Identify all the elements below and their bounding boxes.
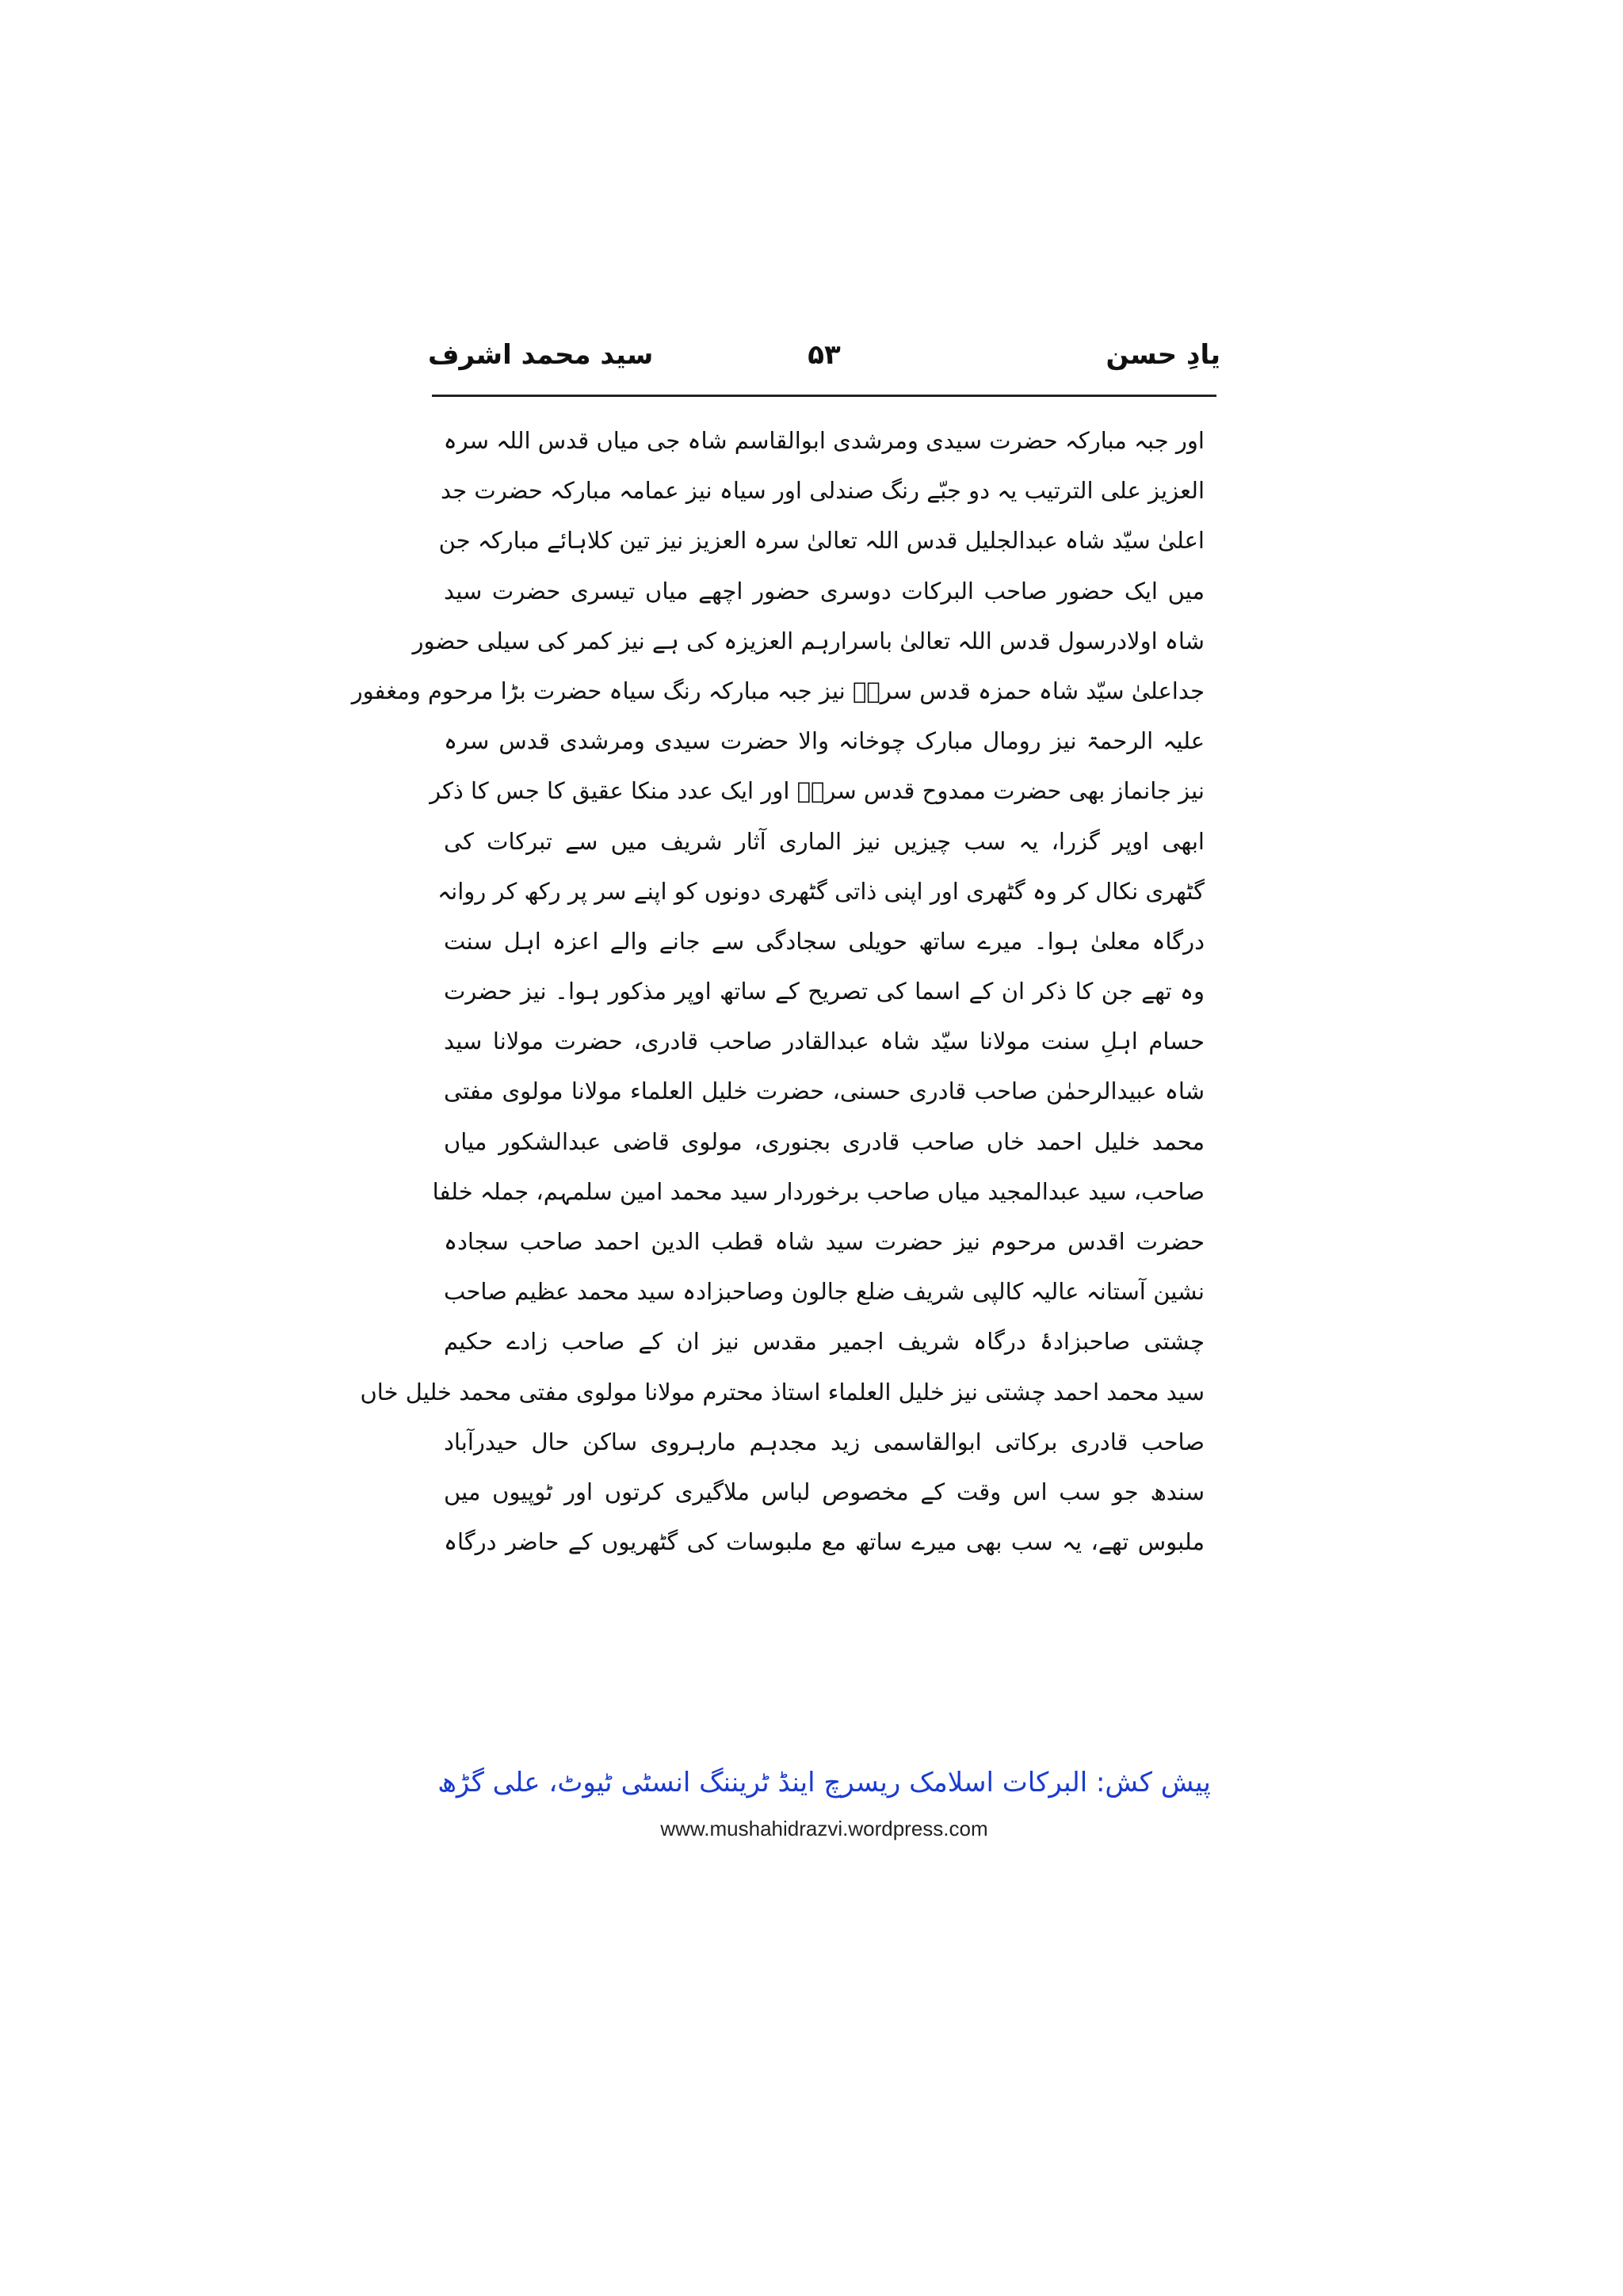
body-line: حضرت اقدس مرحوم نیز حضرت سید شاہ قطب الدین احمد صاحب سجادہ	[444, 1228, 1205, 1255]
author-name: سید محمد اشرف	[428, 339, 654, 371]
body-line: حسام اہلِ سنت مولانا سیّد شاہ عبدالقادر صاحب قادری، حضرت مولانا سید	[444, 1028, 1205, 1055]
header-divider	[432, 395, 1216, 397]
page-number: ۵۳	[808, 339, 841, 371]
footer-url[interactable]: www.mushahidrazvi.wordpress.com	[660, 1817, 988, 1840]
body-line: گٹھری نکال کر وہ گٹھری اور اپنی ذاتی گٹھری دونوں کو اپنے سر پر رکھ کر روانہ	[437, 877, 1205, 905]
page-header	[428, 331, 1220, 387]
body-line: ملبوس تھے، یہ سب بھی میرے ساتھ مع ملبوسات کی گٹھریوں کے حاضر درگاہ	[444, 1528, 1205, 1556]
footer-credit: پیش کش: البرکات اسلامک ریسرچ اینڈ ٹریننگ انسٹی ٹیوٹ، علی گڑھ	[437, 1767, 1211, 1798]
body-line: درگاہ معلیٰ ہوا۔ میرے ساتھ حویلی سجادگی سے جانے والے اعزہ اہل سنت	[444, 927, 1205, 955]
body-line: سید محمد احمد چشتی نیز خلیل العلماء استاذ محترم مولانا مولوی مفتی محمد خلیل خاں	[360, 1378, 1205, 1405]
body-line: جداعلیٰ سیّد شاہ حمزہ قدس سرہٗ نیز جبہ مبارکہ رنگ سیاہ حضرت بڑا مرحوم ومغفور	[351, 677, 1205, 704]
body-line: ابھی اوپر گزرا، یہ سب چیزیں نیز الماری آثار شریف میں سے تبرکات کی	[444, 827, 1205, 855]
body-line: چشتی صاحبزادۂ درگاہ شریف اجمیر مقدس نیز ان کے صاحب زادے حکیم	[444, 1328, 1205, 1356]
body-line: شاہ عبیدالرحمٰن صاحب قادری حسنی، حضرت خلیل العلماء مولانا مولوی مفتی	[444, 1077, 1205, 1105]
body-line: صاحب، سید عبدالمجید میاں صاحب برخوردار سید محمد امین سلمہم، جملہ خلفا	[432, 1177, 1205, 1205]
body-line: محمد خلیل احمد خاں صاحب قادری بجنوری، مولوی قاضی عبدالشکور میاں	[444, 1127, 1205, 1155]
body-line: العزیز علی الترتیب یہ دو جبّے رنگ صندلی اور سیاہ نیز عمامہ مبارکہ حضرت جد	[441, 477, 1205, 505]
body-line: میں ایک حضور صاحب البرکات دوسری حضور اچھے میاں تیسری حضرت سید	[444, 577, 1205, 605]
body-line: علیہ الرحمۃ نیز رومال مبارک چوخانہ والا حضرت سیدی ومرشدی قدس سرہ	[444, 727, 1205, 755]
body-line: اور جبہ مبارکہ حضرت سیدی ومرشدی ابوالقاسم شاہ جی میاں قدس اللہ سرہ	[443, 427, 1205, 454]
body-line: نیز جانماز بھی حضرت ممدوح قدس سرہٗ اور ایک عدد منکا عقیق کا جس کا ذکر	[430, 777, 1205, 805]
body-line: سندھ جو سب اس وقت کے مخصوص لباس ملاگیری کرتوں اور ٹوپیوں میں	[444, 1478, 1205, 1505]
body-line: اعلیٰ سیّد شاہ عبدالجلیل قدس اللہ تعالیٰ سرہ العزیز نیز تین کلاہائے مبارکہ جن	[438, 527, 1205, 555]
body-line: شاہ اولادرسول قدس اللہ تعالیٰ باسرارہم العزیزہ کی ہے نیز کمر کی سیلی حضور	[412, 627, 1205, 654]
body-line: صاحب قادری برکاتی ابوالقاسمی زید مجدہم مارہروی ساکن حال حیدرآباد	[444, 1428, 1205, 1455]
body-text	[351, 416, 1205, 1567]
body-line: وہ تھے جن کا ذکر ان کے اسما کی تصریح کے ساتھ اوپر مذکور ہوا۔ نیز حضرت	[444, 978, 1205, 1005]
book-title: یادِ حسن	[1106, 339, 1220, 371]
body-line: نشین آستانہ عالیہ کالپی شریف ضلع جالون وصاحبزادہ سید محمد عظیم صاحب	[444, 1278, 1205, 1306]
